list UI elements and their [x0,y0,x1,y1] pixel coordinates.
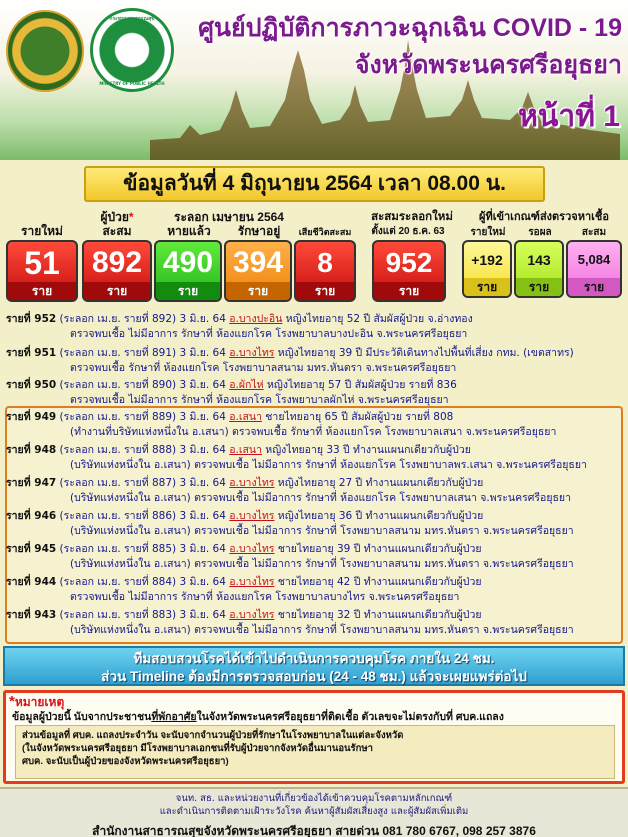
case-item: รายที่ 945 (ระลอก เม.ย. รายที่ 885) 3 มิ.ย. 64 อ.บางไทร ชายไทยอายุ 39 ปี ทำงานแผนกเดียวกับผู้ป่วย (บริษัทแห่งหนึ่งใน อ.เสนา) ตรวจพบเชื้อ ไม่มีอาการ รักษาที่ โรงพยาบาลสนาม มทร.หันตรา จ.พระนครศรีอยุธยา [6,543,574,570]
page-subtitle: จังหวัดพระนครศรีอยุธยา [354,51,622,79]
screening-cumulative: 5,084 ราย [566,240,622,298]
case-item: รายที่ 946 (ระลอก เม.ย. รายที่ 886) 3 มิ.ย. 64 อ.บางไทร หญิงไทยอายุ 36 ปี ทำงานแผนกเดียวกับผู้ป่วย (บริษัทแห่งหนึ่งใน อ.เสนา) ตรวจพบเชื้อ ไม่มีอาการ รักษาที่ โรงพยาบาลสนาม มทร.หันตรา จ.พระนครศรีอยุธยา [6,510,574,537]
case-item: รายที่ 944 (ระลอก เม.ย. รายที่ 884) 3 มิ.ย. 64 อ.บางไทร ชายไทยอายุ 42 ปี ทำงานแผนกเดียวกับผู้ป่วย ตรวจพบเชื้อ ไม่มีอาการ รักษาที่ ห้องแยกโรค โรงพยาบาลบางไทร จ.พระนครศรีอยุธยา [6,576,482,603]
investigation-line-2: ส่วน Timeline ต้องมีการตรวจสอบก่อน (24 - 48 ชม.) แล้วจะเผยแพร่ต่อไป [101,669,527,684]
case-item: รายที่ 948 (ระลอก เม.ย. รายที่ 888) 3 มิ.ย. 64 อ.เสนา หญิงไทยอายุ 33 ปี ทำงานแผนกเดียวกับผู้ป่วย (บริษัทแห่งหนึ่งใน อ.เสนา) ตรวจพบเชื้อ ไม่มีอาการ รักษาที่ ห้องแยกโรค โรงพยาบาลพร.เสนา จ.พระนครศรีอยุธยา [6,444,587,471]
caduceus-icon: ⚕ [127,47,137,68]
investigation-banner [3,646,625,686]
case-list [0,308,628,645]
provincial-seal-icon [6,10,84,92]
footer [0,787,628,837]
footer-office-hotline: สำนักงานสาธารณสุขจังหวัดพระนครศรีอยุธยา สายด่วน 081 780 6767, 098 257 3876 [92,824,536,837]
case-item: รายที่ 943 (ระลอก เม.ย. รายที่ 883) 3 มิ.ย. 64 อ.บางไทร ชายไทยอายุ 32 ปี ทำงานแผนกเดียวกับผู้ป่วย (บริษัทแห่งหนึ่งใน อ.เสนา) ตรวจพบเชื้อ ไม่มีอาการ รักษาที่ โรงพยาบาลสนาม มทร.หันตรา จ.พระนครศรีอยุธยา [6,609,574,636]
stat-deaths: 8 ราย [294,240,356,302]
screening-label-pending: รอผล [528,227,552,238]
remark-title: *หมายเหตุ [9,693,65,710]
wave-title: ระลอก เมษายน 2564 [174,210,284,224]
case-item: รายที่ 950 (ระลอก เม.ย. รายที่ 890) 3 มิ.ย. 64 อ.ผักไห่ หญิงไทยอายุ 57 ปี สัมผัสผู้ป่วย รายที่ 836 ตรวจพบเชื้อ ไม่มีอาการ รักษาที่ ห้องแยกโรค โรงพยาบาลผักไห่ จ.พระนครศรีอยุธยา [6,379,457,406]
case-item: รายที่ 952 (ระลอก เม.ย. รายที่ 892) 3 มิ.ย. 64 อ.บางปะอิน หญิงไทยอายุ 52 ปี สัมผัสผู้ป่วย จ.อ่างทอง ตรวจพบเชื้อ ไม่มีอาการ รักษาที่ ห้องแยกโรค โรงพยาบาลบางปะอิน จ.พระนครศรีอยุธยา [6,313,473,340]
stat-treating: 394 ราย [224,240,292,302]
stat-label-recovered: หายแล้ว [167,224,211,238]
screening-pending: 143 ราย [514,240,564,298]
ministry-logo-text: กระทรวงสาธารณสุข [109,16,155,22]
page-number: หน้าที่ 1 [518,100,620,133]
screening-label-new: รายใหม่ [470,227,506,238]
ministry-of-public-health-logo [90,8,174,92]
cumulative-new-wave-since: ตั้งแต่ 20 ธ.ค. 63 [371,226,445,237]
stat-label-cumulative: สะสม [102,224,132,238]
stat-new-cases: 51 ราย [6,240,78,302]
report-date-bar: ข้อมูลวันที่ 4 มิถุนายน 2564 เวลา 08.00 น. [84,166,545,202]
case-item: รายที่ 949 (ระลอก เม.ย. รายที่ 889) 3 มิ.ย. 64 อ.เสนา ชายไทยอายุ 65 ปี สัมผัสผู้ป่วย รายที่ 808 (ทำงานที่บริษัทแห่งหนึ่งใน อ.เสนา) ตรวจพบเชื้อ รักษาที่ ห้องแยกโรค โรงพยาบาลเสนา จ.พระนครศรีอยุธยา [6,411,557,438]
remark-text: ข้อมูลผู้ป่วยนี้ นับจากประชาชนที่พักอาศัยในจังหวัดพระนครศรีอยุธยาที่ติดเชื้อ ตัวเลขจะไม่ตรงกับที่ ศบค.แถลง [12,711,504,723]
case-item: รายที่ 951 (ระลอก เม.ย. รายที่ 891) 3 มิ.ย. 64 อ.บางไทร หญิงไทยอายุ 39 ปี มีประวัติเดินทางไปพื้นที่เสี่ยง กทม. (เขตสาทร) ตรวจพบเชื้อ รักษาที่ ห้องแยกโรค โรงพยาบาลสนาม มทร.หันตรา จ.พระนครศรีอยุธยา [6,347,574,374]
case-item: รายที่ 947 (ระลอก เม.ย. รายที่ 887) 3 มิ.ย. 64 อ.บางไทร หญิงไทยอายุ 27 ปี ทำงานแผนกเดียวกับผู้ป่วย (บริษัทแห่งหนึ่งใน อ.เสนา) ตรวจพบเชื้อ ไม่มีอาการ รักษาที่ ห้องแยกโรค โรงพยาบาลเสนา จ.พระนครศรีอยุธยา [6,477,571,504]
remark-detail: ส่วนข้อมูลที่ ศบค. แถลงประจำวัน จะนับจากจำนวนผู้ป่วยที่รักษาในโรงพยาบาลในแต่ละจังหวัด (ในจังหวัดพระนครศรีอยุธยา มีโรงพยาบาลเอกชนที่รับผู้ป่วยจากจังหวัดอื่นมานอนรักษา ศบค. จะนับเป็นผู้ป่วยของจังหวัดพระนครศรีอยุธยา) [15,725,615,779]
investigation-line-1: ทีมสอบสวนโรคได้เข้าไปดำเนินการควบคุมโรค ภายใน 24 ชม. [133,651,495,666]
screening-label: ผู้ที่เข้าเกณฑ์ส่งตรวจหาเชื้อ [479,211,609,223]
remark-box [3,690,625,784]
stat-cumulative-cases: 892 ราย [82,240,152,302]
stat-label-deaths: เสียชีวิตสะสม [298,227,352,237]
screening-label-cumulative: สะสม [581,227,607,238]
screening-new: +192 ราย [462,240,512,298]
ministry-logo-en: MINISTRY OF PUBLIC HEALTH [99,81,165,86]
stat-cumulative-new-wave: 952 ราย [372,240,446,302]
stat-label-new: รายใหม่ [21,224,63,238]
wave-patient-label: ผู้ป่วย* [100,210,134,224]
cumulative-new-wave-label: สะสมระลอกใหม่ [371,211,453,223]
stat-label-treating: รักษาอยู่ [237,224,281,238]
page-title: ศูนย์ปฏิบัติการภาวะฉุกเฉิน COVID - 19 [198,14,622,42]
stat-recovered: 490 ราย [154,240,222,302]
footer-notice: จนท. สธ. และหน่วยงานที่เกี่ยวข้องได้เข้าควบคุมโรคตามหลักเกณฑ์ และดำเนินการติดตามเฝ้าระวังโรค ค้นหาผู้สัมผัสเสี่ยงสูง และผู้สัมผัสเพิ่มเติม [159,793,469,817]
header-banner [0,0,628,160]
stats-panel [0,205,628,310]
